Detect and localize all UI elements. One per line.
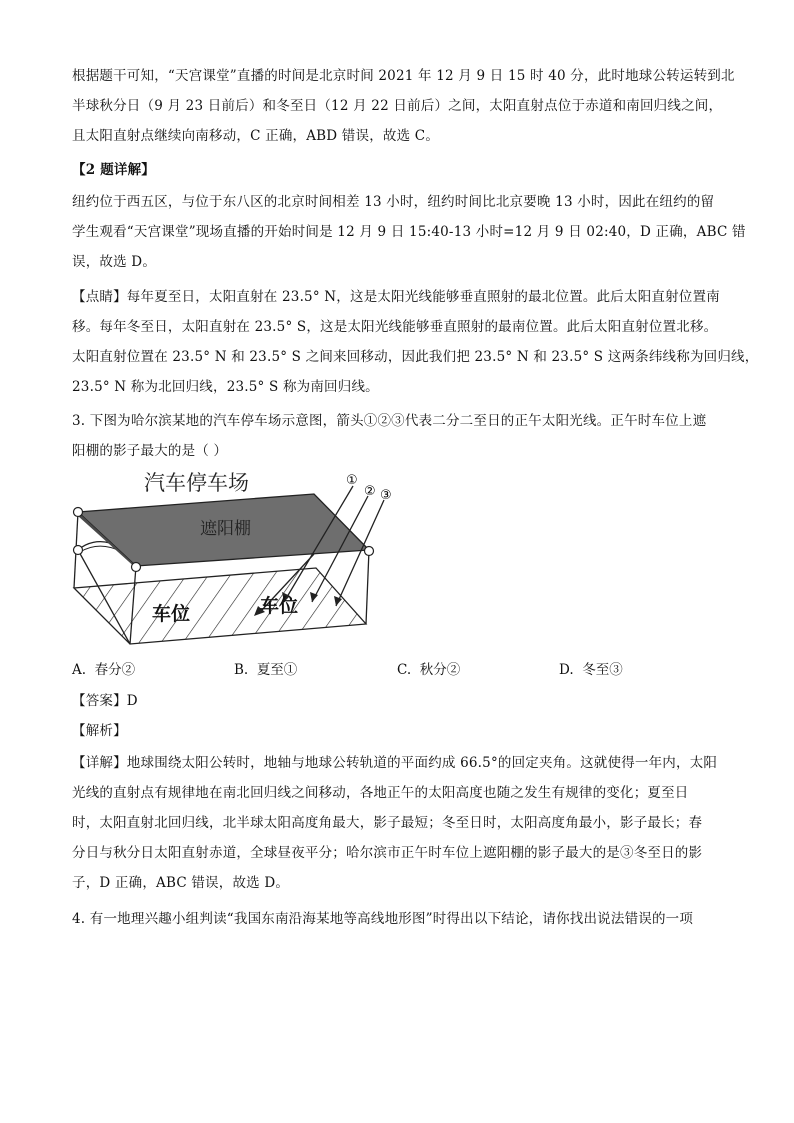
text-line: 分日与秋分日太阳直射赤道，全球昼夜平分；哈尔滨市正午时车位上遮阳棚的影子最大的是③冬至日的影 (72, 845, 703, 861)
text-line: 子，D 正确，ABC 错误，故选 D。 (72, 875, 290, 891)
q1-explanation-paragraph (72, 61, 735, 151)
option-letter: A. (72, 662, 87, 678)
text-line: 半球秋分日（9 月 23 日前后）和冬至日（12 月 22 日前后）之间，太阳直射点位于赤道和南回归线之间， (72, 98, 723, 114)
sunlight-ray-3 (336, 500, 384, 606)
text-line: 且太阳直射点继续向南移动，C 正确，ABD 错误，故选 C。 (72, 128, 440, 144)
detail-paragraph (72, 748, 722, 898)
analysis-heading-text: 【解析】 (72, 723, 127, 739)
question-4 (72, 904, 722, 934)
option-text: 秋分② (419, 662, 461, 678)
parking-ground (74, 568, 366, 644)
corner-joint (74, 546, 83, 555)
option-text: 春分② (94, 662, 136, 678)
corner-joint (132, 563, 141, 572)
corner-joint (74, 508, 83, 517)
option-letter: D. (559, 662, 574, 678)
option-text: 冬至③ (582, 662, 623, 678)
parking-lot-figure (66, 464, 406, 654)
text-line: 移。每年冬至日，太阳直射在 23.5° S，这是太阳光线能够垂直照射的最南位置。此后太阳直射位置北移。 (72, 319, 718, 335)
text-line: 光线的直射点有规律地在南北回归线之间移动，各地正午的太阳高度也随之发生有规律的变化；夏至日 (72, 785, 689, 801)
option-letter: B. (234, 662, 249, 678)
answer-options (72, 657, 722, 683)
q2-explanation-paragraph (72, 187, 746, 277)
option-d[interactable] (559, 657, 623, 683)
arrow-label-3: ③ (380, 488, 392, 503)
arrow-label-1: ① (346, 473, 358, 488)
parking-space-label-right: 车位 (260, 595, 299, 617)
figure-title: 汽车停车场 (144, 471, 249, 495)
text-line: 阳棚的影子最大的是（ ） (72, 443, 228, 459)
answer-line (72, 686, 722, 716)
option-letter: C. (397, 662, 412, 678)
option-c[interactable] (397, 657, 460, 683)
text-line: 时，太阳直射北回归线，北半球太阳高度角最大，影子最短；冬至日时，太阳高度角最小，影子最长；春 (72, 815, 703, 831)
option-a[interactable] (72, 657, 135, 683)
corner-joint (365, 547, 374, 556)
support-post (366, 550, 369, 624)
question-4-text: 4. 有一地理兴趣小组判读“我国东南沿海某地等高线地形图”时得出以下结论，请你找出说法错误的一项 (72, 911, 694, 927)
text-line: 误，故选 D。 (72, 254, 157, 270)
text-line: 23.5° N 称为北回归线，23.5° S 称为南回归线。 (72, 379, 379, 395)
text-line: 太阳直射位置在 23.5° N 和 23.5° S 之间来回移动，因此我们把 23.5° N 和 23.5° S 这两条纬线称为回归线， (72, 349, 759, 365)
question-3 (72, 406, 722, 466)
option-text: 夏至① (256, 662, 298, 678)
option-b[interactable] (234, 657, 297, 683)
analysis-heading (72, 716, 722, 746)
text-line: 学生观看“天宫课堂”现场直播的开始时间是 12 月 9 日 15:40-13 小时=12 月 9 日 02:40，D 正确，ABC 错 (72, 224, 746, 240)
parking-space-label-left: 车位 (152, 603, 191, 625)
arrow-label-2: ② (364, 484, 376, 499)
parking-lot-diagram (66, 464, 406, 654)
text-line: 【点睛】每年夏至日，太阳直射在 23.5° N，这是太阳光线能够垂直照射的最北位置。此后太阳直射位置南 (72, 289, 720, 305)
tip-paragraph (72, 282, 759, 402)
text-line: 纽约位于西五区，与位于东八区的北京时间相差 13 小时，纽约时间比北京要晚 13 小时，因此在纽约的留 (72, 194, 715, 210)
text-line: 3. 下图为哈尔滨某地的汽车停车场示意图，箭头①②③代表二分二至日的正午太阳光线。正午时车位上遮 (72, 413, 707, 429)
text-line: 根据题干可知，“天宫课堂”直播的时间是北京时间 2021 年 12 月 9 日 15 时 40 分，此时地球公转运转到北 (72, 68, 735, 84)
canopy-label: 遮阳棚 (200, 519, 251, 539)
q2-heading (72, 155, 722, 185)
answer-text: 【答案】D (72, 693, 138, 709)
q2-heading-text: 【2 题详解】 (72, 162, 155, 178)
text-line: 【详解】地球围绕太阳公转时，地轴与地球公转轨道的平面约成 66.5°的回定夹角。这就使得一年内，太阳 (72, 755, 718, 771)
